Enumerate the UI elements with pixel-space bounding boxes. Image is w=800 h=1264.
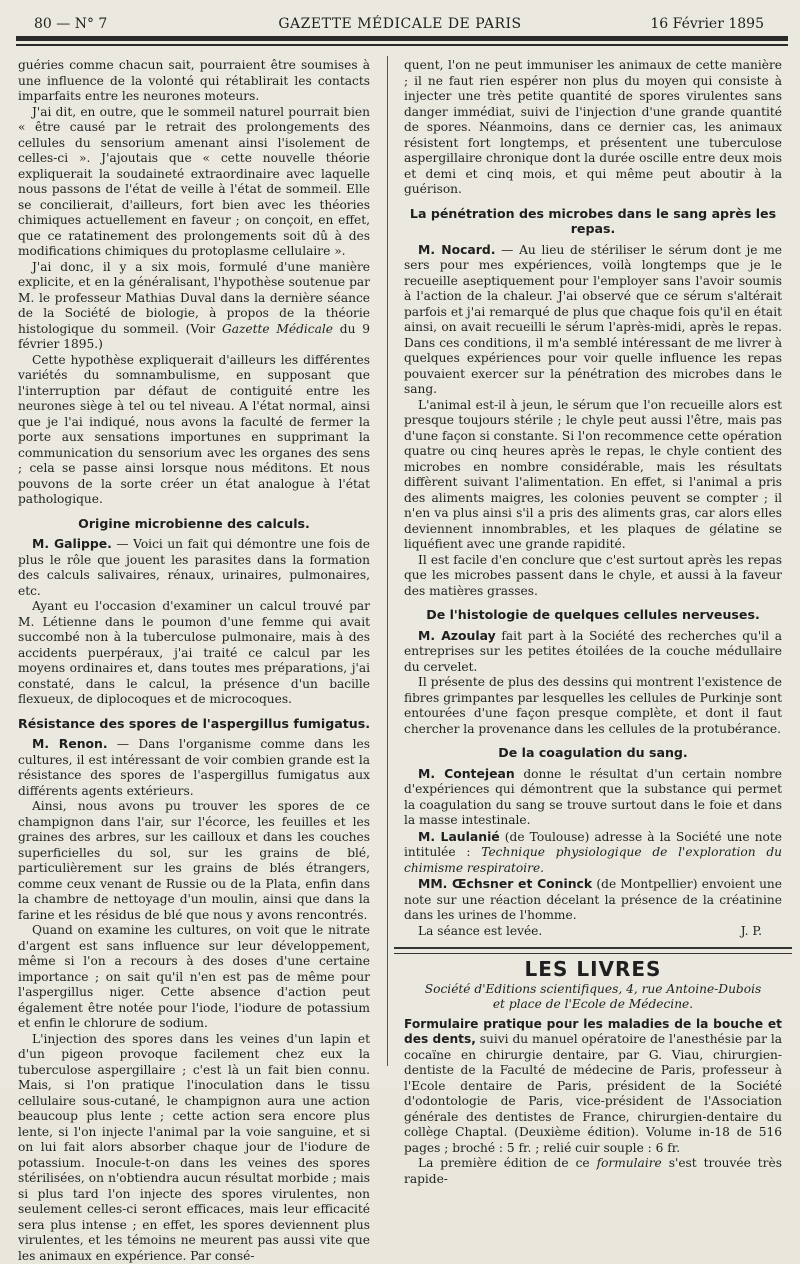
paragraph: L'animal est-il à jeun, le sérum que l'on recueille alors est presque toujours stérile ; le chyle peut aussi l'être, mais pas d'une façon si constante. Si l'on recommence cette opération quatre ou cinq heures après le repas, le chyle contient des microbes en nombre considérable, mais les résultats diffèrent suivant l'alimentation. En effet, si l'animal a pris des aliments maigres, les colonies peuvent se compter ; il n'en va plus ainsi s'il a pris des aliments gras, car alors elles deviennent innombrables, et les plaques de gélatine se liquéfient avec une grande rapidité. [404, 398, 782, 553]
paragraph: J'ai donc, il y a six mois, formulé d'une manière explicite, et en la généralisant, l'hypothèse soutenue par M. le professeur Mathias Duval dans la dernière séance de la Société de biologie, à propos de la théorie histologique du sommeil. (Voir Gazette Médicale du 9 février 1895.) [18, 260, 370, 353]
section-heading-calculs: Origine microbienne des calculs. [18, 516, 370, 532]
paragraph: Cette hypothèse expliquerait d'ailleurs les différentes variétés du somnambulisme, en supposant que l'interruption par défaut de contiguité entre les neurones siège à tel ou tel niveau. A l'état normal, ainsi que je l'ai indiqué, nous avons la faculté de fermer la porte aux sensations importunes en supprimant la communication du sensorium avec les organes des sens ; cela se passe ainsi lorsque nous méditons. Et nous pouvons de la sorte créer un état analogue à l'état pathologique. [18, 353, 370, 508]
page-header [14, 10, 786, 34]
section-heading-histologie: De l'histologie de quelques cellules nerveuses. [404, 607, 782, 623]
speaker-name: M. Laulanié [418, 829, 500, 844]
paragraph: M. Galippe. — Voici un fait qui démontre une fois de plus le rôle que jouent les parasites dans la formation des calculs salivaires, rénaux, urinaires, pulmonaires, etc. [18, 536, 370, 599]
paragraph: M. Azoulay fait part à la Société des recherches qu'il a entreprises sur les petites étoilées de la couche médullaire du cervelet. [404, 628, 782, 676]
column-divider [387, 56, 388, 1066]
speaker-name: M. Nocard. [418, 242, 495, 257]
paragraph: Quand on examine les cultures, on voit que le nitrate d'argent est sans influence sur leur développement, même si l'on a recours à des doses d'une certaine importance ; on sait qu'il n'en est pas de même pour l'aspergillus niger. Cette absence d'action peut également être notée pour l'iode, l'iodure de potassium et enfin le chlorure de sodium. [18, 923, 370, 1032]
left-column [18, 58, 370, 1264]
publisher-line: et place de l'Ecole de Médecine. [404, 997, 782, 1013]
section-heading-coagulation: De la coagulation du sang. [404, 745, 782, 761]
issue-date: 16 Février 1895 [650, 16, 764, 32]
section-rule [394, 947, 792, 949]
author-initials: J. P. [741, 924, 762, 940]
paragraph: Ayant eu l'occasion d'examiner un calcul trouvé par M. Létienne dans le poumon d'une femme qui avait succombé non à la tuberculose pulmonaire, mais à des accidents puerpéraux, j'ai traité ce calcul par les moyens ordinaires et, dans toutes mes préparations, j'ai constaté, dans le calcul, la présence d'un bacille flexueux, de diplocoques et de microcoques. [18, 599, 370, 708]
paragraph: M. Contejean donne le résultat d'un certain nombre d'expériences qui démontrent que la substance qui permet la coagulation du sang se trouve surtout dans le foie et dans la masse intestinale. [404, 766, 782, 829]
speaker-name: M. Azoulay [418, 628, 496, 643]
page-number: 80 — N° 7 [34, 16, 107, 32]
journal-reference: Gazette Médicale [222, 322, 333, 336]
speaker-name: MM. Œchsner et Coninck [418, 876, 592, 891]
book-title: Formulaire pratique pour les maladies de la bouche et des dents, [404, 1017, 782, 1047]
note-title: Technique physiologique de l'exploration du chimisme respiratoire. [404, 845, 782, 875]
journal-title: GAZETTE MÉDICALE DE PARIS [14, 16, 786, 32]
section-heading-penetration: La pénétration des microbes dans le sang après les repas. [404, 206, 782, 237]
books-heading: LES LIVRES [404, 962, 782, 978]
header-rule [16, 36, 788, 41]
paragraph: Il est facile d'en conclure que c'est surtout après les repas que les microbes passent dans le chyle, et aussi à la faveur des matières grasses. [404, 553, 782, 600]
section-heading-aspergillus: Résistance des spores de l'aspergillus fumigatus. [18, 716, 370, 732]
paragraph: Il présente de plus des dessins qui montrent l'existence de fibres grimpantes par lesquelles les cellules de Purkinje sont entourées d'une façon presque complète, et dont il faut chercher la provenance dans les cellules de la protubérance. [404, 675, 782, 737]
speaker-name: M. Galippe. [32, 536, 112, 551]
paragraph: M. Laulanié (de Toulouse) adresse à la Société une note intitulée : Technique physiologique de l'exploration du chimisme respiratoire. [404, 829, 782, 877]
book-entry: Formulaire pratique pour les maladies de la bouche et des dents, suivi du manuel opératoire de l'anesthésie par la cocaïne en chirurgie dentaire, par G. Viau, chirurgien-dentiste de la Faculté de médecine de Paris, professeur à l'Ecole dentaire de Paris, président de la Société d'odontologie de Paris, vice-président de l'Association générale des dentistes de France, chirurgien-dentaire du collège Chaptal. (Deuxième édition). Volume in-18 de 516 pages ; broché : 5 fr. ; relié cuir souple : 6 fr. [404, 1017, 782, 1157]
closing-line [404, 924, 782, 940]
paragraph: La première édition de ce formulaire s'est trouvée très rapide- [404, 1156, 782, 1187]
publisher-line: Société d'Editions scientifiques, 4, rue Antoine-Dubois [404, 982, 782, 998]
speaker-name: M. Contejean [418, 766, 515, 781]
paragraph: quent, l'on ne peut immuniser les animaux de cette manière ; il ne faut rien espérer non plus du moyen qui consiste à injecter une très petite quantité de spores virulentes sans danger immédiat, suivi de l'injection d'une grande quantité de spores. Néanmoins, dans ce dernier cas, les animaux résistent fort longtemps, et présentent une tuberculose aspergillaire chronique dont la durée oscille entre deux mois et demi et cinq mois, et qui même peut aboutir à la guérison. [404, 58, 782, 198]
paragraph: guéries comme chacun sait, pourraient être soumises à une influence de la volonté qui rétablirait les contacts imparfaits entre les neurones moteurs. [18, 58, 370, 105]
paragraph: MM. Œchsner et Coninck (de Montpellier) envoient une note sur une réaction décelant la présence de la créatinine dans les urines de l'homme. [404, 876, 782, 924]
section-rule-thin [394, 953, 792, 954]
paragraph: Ainsi, nous avons pu trouver les spores de ce champignon dans l'air, sur l'écorce, les feuilles et les graines des arbres, sur les cailloux et dans les couches superficielles du sol, sur les grains de blé, particulièrement sur les grains de blés étrangers, comme ceux venant de Russie ou de la Plata, enfin dans la chambre de nettoyage d'un moulin, ainsi que dans la farine et les résidus de blé que nous y avons rencontrés. [18, 799, 370, 923]
seance-closed: La séance est levée. [418, 924, 542, 940]
speaker-name: M. Renon. [32, 736, 108, 751]
header-rule-thin [16, 44, 788, 46]
paragraph: J'ai dit, en outre, que le sommeil naturel pourrait bien « être causé par le retrait des prolongements des cellules du sensorium amenant ainsi l'isolement de celles-ci ». J'ajoutais que « cette nouvelle théorie expliquerait la soudaineté extraordinaire avec laquelle nous passons de l'état de veille à l'état de sommeil. Elle se concilierait, d'ailleurs, fort bien avec les théories chimiques actuellement en faveur ; on conçoit, en effet, que ce ratatinement des prolongements soit dû à des modifications chimiques du protoplasme cellulaire ». [18, 105, 370, 260]
paragraph: M. Renon. — Dans l'organisme comme dans les cultures, il est intéressant de voir combien grande est la résistance des spores de l'aspergillus fumigatus aux différents agents extérieurs. [18, 736, 370, 799]
paragraph: M. Nocard. — Au lieu de stériliser le sérum dont je me sers pour mes expériences, voilà longtemps que je le recueille aseptiquement pour l'employer sans l'avoir soumis à l'action de la chaleur. J'ai observé que ce sérum s'altérait parfois et j'ai remarqué de plus que chaque fois qu'il en était ainsi, on avait recueilli le sérum l'après-midi, après le repas. Dans ces conditions, il m'a semblé intéressant de me livrer à quelques expériences pour voir quelle influence les repas pouvaient exercer sur la pénétration des microbes dans le sang. [404, 242, 782, 398]
right-column [404, 58, 782, 1187]
paragraph: L'injection des spores dans les veines d'un lapin et d'un pigeon provoque facilement chez eux la tuberculose aspergillaire ; c'est là un fait bien connu. Mais, si l'on pratique l'inoculation dans le tissu cellulaire sous-cutané, le champignon aura une action beaucoup plus lente ; cette action sera encore plus lente, si l'on injecte l'animal par la voie sanguine, et si on lui fait alors absorber chaque jour de l'iodure de potassium. Inocule-t-on dans les veines des spores stérilisées, on n'obtiendra aucun résultat morbide ; mais si plus tard l'on injecte des spores virulentes, non seulement celles-ci seront efficaces, mais leur efficacité sera plus intense ; en effet, les spores deviennent plus virulentes, et les témoins ne meurent pas aussi vite que les animaux en expérience. Par consé- [18, 1032, 370, 1264]
